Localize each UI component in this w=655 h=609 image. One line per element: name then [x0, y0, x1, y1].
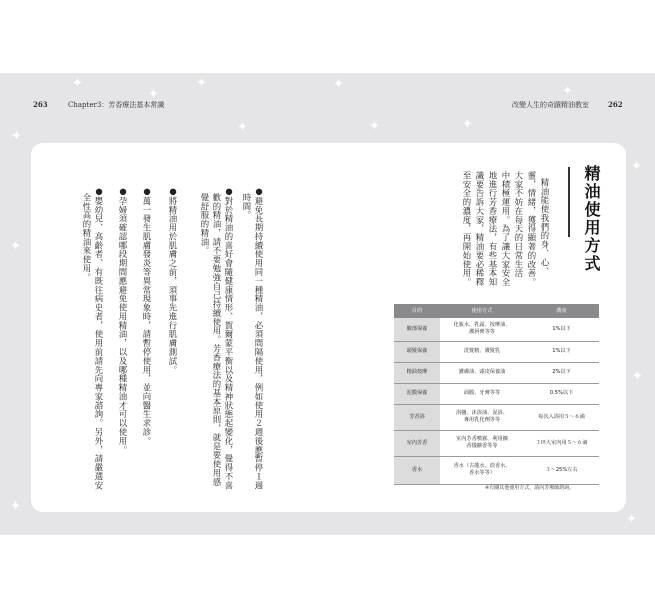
method-cell: 香水（古龍水、淡香水、 香水等等） [440, 456, 524, 484]
table-row [394, 318, 599, 341]
bullet-line: ●對於精油的喜好會隨健康情形、賀爾蒙平衡以及精神狀態起變化，覺得不喜 [224, 186, 234, 490]
table-row [394, 383, 599, 404]
table-row [394, 404, 599, 430]
bullet-line: ●萬一發生肌膚發炎等異常現象時，請暫停使用，並向醫生求診。 [142, 186, 152, 446]
intro-line: 至安全的濃度，再開始使用。 [462, 171, 472, 287]
sparkle-icon: ✦ [72, 76, 83, 91]
purpose-cell: 頭髮保養 [394, 341, 440, 362]
concentration-cell: 0.5%以下 [524, 383, 599, 404]
method-cell: 浴鹽、沐浴油、泥浴、 專用乳化劑等等 [440, 404, 524, 430]
sparkle-icon: ✦ [10, 499, 21, 514]
intro-line: 中積極運用。為了讓大家安全 [501, 171, 511, 287]
right-book-title: 改變人生的奇蹟精油教室 [512, 101, 589, 109]
sparkle-icon: ✦ [333, 77, 344, 92]
table-note: ※有關其他使用方式，請向芳療師諮詢。 [485, 485, 575, 491]
concentration-cell: ３～25%左右 [524, 456, 599, 484]
concentration-cell: 2%以下 [524, 362, 599, 383]
purpose-cell: 臉部保養 [394, 318, 440, 341]
table-row [394, 430, 599, 456]
sparkle-icon: ✦ [11, 129, 22, 144]
bullet-line: ●嬰幼兒、高齡者、有既往病史者，使用前請先向專家諮詢。另外，請嚴選安 [94, 186, 104, 490]
bullet-line: ●避免長期持續使用同一種精油，必須間隔使用，例如使用２週後應暫停１週 [254, 186, 264, 490]
bullet-line: ●將精油用於肌膚之前，須事先進行肌膚測試。 [168, 186, 178, 375]
sparkle-icon: ✦ [196, 76, 207, 91]
intro-line: 識要告訴大家，精油要必稀釋 [475, 171, 485, 287]
intro-line: 大家不妨在每天的日常生活 [514, 171, 524, 278]
table-row [394, 341, 599, 362]
purpose-cell: 芳香浴 [394, 404, 440, 430]
purpose-cell: 室內芳香 [394, 430, 440, 456]
bullet-line: 全性高的精油來使用。 [82, 193, 92, 282]
sparkle-icon: ✦ [462, 117, 473, 132]
bullet-line: 歡的精油，請不要勉強自己持續使用。芳香療法的基本原則，就是要使用感 [212, 193, 222, 487]
concentration-cell: 1%以下 [524, 341, 599, 362]
sparkle-icon: ✦ [148, 87, 159, 102]
header-method: 使用方式 [440, 304, 524, 318]
sparkle-icon: ✦ [626, 512, 637, 527]
method-cell: 室內芳香噴霧、利用擴 香儀擴香等等 [440, 430, 524, 456]
header-concentration: 濃度 [524, 304, 599, 318]
table-row [394, 456, 599, 484]
purpose-cell: 泥膜保養 [394, 383, 440, 404]
method-cell: 化妝水、乳霜、按摩油、 護唇膏等等 [440, 318, 524, 341]
purpose-cell: 香水 [394, 456, 440, 484]
title-divider [568, 167, 570, 237]
sparkle-icon: ✦ [237, 120, 248, 135]
left-page-number: 263 [33, 100, 48, 109]
left-chapter-title: Chapter3：芳香療法基本常識 [68, 101, 165, 109]
table-row [394, 362, 599, 383]
sparkle-icon: ✦ [369, 119, 380, 134]
right-page-number: 262 [608, 100, 623, 109]
section-title: 精油使用方式 [582, 165, 601, 273]
sparkle-icon: ✦ [562, 84, 573, 99]
concentration-cell: 每次入浴用５～６滴 [524, 404, 599, 430]
method-cell: 面膜、牙膏等等 [440, 383, 524, 404]
purpose-cell: 精油按摩 [394, 362, 440, 383]
sparkle-icon: ✦ [632, 369, 643, 384]
intro-line: 地進行芳香療法，有些基本知 [488, 171, 498, 287]
method-cell: 護膚油、頭皮保養油 [440, 362, 524, 383]
usage-table [394, 304, 599, 485]
bullet-line: ●孕婦須確認哪段期間應避免使用精油，以及哪種精油才可以使用。 [118, 186, 128, 455]
method-cell: 洗髮精、護髮乳 [440, 341, 524, 362]
intro-line: 靈，情緒，獲得顯著的改善。 [527, 171, 537, 287]
table-header-row [394, 304, 599, 318]
sparkle-icon: ✦ [631, 159, 642, 174]
bullet-line: 時間。 [242, 193, 252, 220]
sparkle-icon: ✦ [10, 239, 21, 254]
concentration-cell: ３坪大室內用５～６滴 [524, 430, 599, 456]
bullet-line: 覺舒服的精油。 [200, 193, 210, 256]
header-purpose: 目的 [394, 304, 440, 318]
concentration-cell: 1%以下 [524, 318, 599, 341]
intro-line: 精油能使我們的身、心、 [540, 178, 550, 276]
